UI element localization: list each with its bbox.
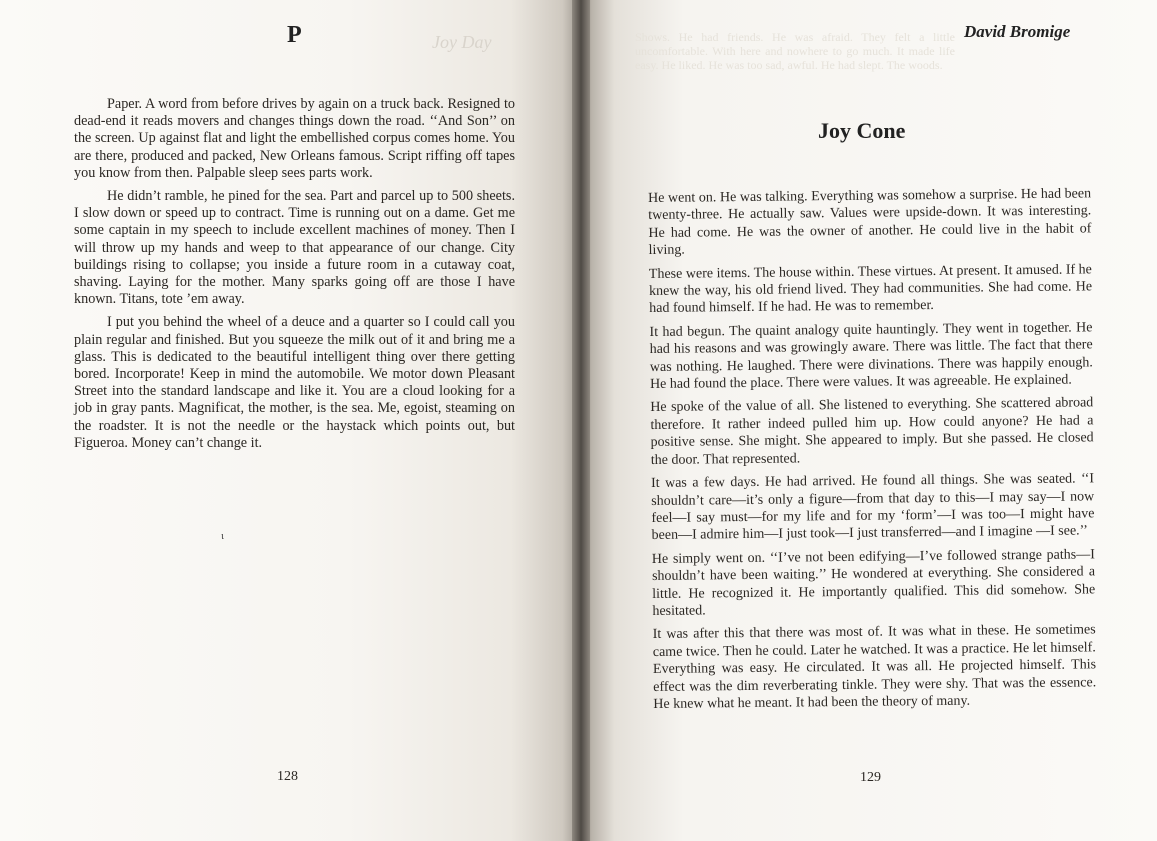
poem-title: Joy Cone	[818, 118, 906, 143]
left-paragraph-1: Paper. A word from before drives by again on a truck back. Resigned to dead-end it reads movers and changes things down the road. ‘‘And Son’’ on the screen. Up against flat and light the embellished corpus comes home. You are there, produced and packed, New Orleans famous. Script riffing off tapes you know from then. Palpable sleep sees parts work.	[74, 96, 515, 181]
left-page-number: 128	[277, 769, 298, 784]
show-through-text: Shows. He had friends. He was afraid. They felt a little uncomfortable. With here and nowhere to go much. It made life easy. He liked. He was too sad, awful. He had slept. The woods.	[635, 30, 955, 72]
right-paragraph-5: It was a few days. He had arrived. He found all things. She was seated. ‘‘I shouldn’t care—it’s only a figure—from that day to this—I may say—I now feel—I say must—for my life and for my ‘form’—I was too—I might have been—I admire him—I just took—I just transferred—and I imagine —I see.’’	[650, 471, 1095, 544]
left-paragraph-3: I put you behind the wheel of a deuce and a quarter so I could call you plain regular and finished. But you squeeze the milk out of it and bring me a glass. This is dedicated to the beautiful intelligent thing over there getting bored. Incorporate! Keep in mind the automobile. We motor down Pleasant Street into the standard landscape and like it. You are a cloud looking for a job in gray pants. Magnificat, the mother, is the sea. Me, egoist, steaming on the roadster. It is not the needle or the haystack which points out, but Figueroa. Money can’t change it.	[74, 314, 515, 451]
left-paragraph-2: He didn’t ramble, he pined for the sea. Part and parcel up to 500 sheets. I slow down or speed up to contract. Time is running out on a dame. Get me some captain in my speech to include excellent machines of money. Then I will throw up my hands and weep to that appearance of our change. City buildings rising to collapse; you inside a future room in a cutaway coat, shaving. Laying for the mother. Many sparks going off are those I have known. Titans, tote ’em away.	[74, 188, 515, 308]
left-page-body	[74, 96, 515, 458]
stray-mark: ι	[221, 530, 224, 542]
book-gutter	[572, 0, 590, 841]
right-paragraph-4: He spoke of the value of all. She listened to everything. She scattered abroad therefore. It rather indeed pulled him up. How could anyone? He had a positive sense. She might. She appeared to imply. But she passed. He closed the door. That represented.	[650, 395, 1094, 468]
right-page-number: 129	[860, 770, 881, 785]
right-page-body	[648, 185, 1097, 719]
right-paragraph-2: These were items. The house within. These virtues. At present. It amused. If he knew the way, his old friend lived. They had communities. She had come. He had found himself. If he had. He was to remember.	[648, 261, 1093, 317]
left-page-header: P	[287, 22, 302, 48]
show-through-header: Joy Day	[432, 32, 492, 52]
right-paragraph-1: He went on. He was talking. Everything was somehow a surprise. He had been twenty-three. He actually saw. Values were upside-down. It was interesting. He had come. He was the owner of another. He could live in the habit of living.	[648, 186, 1092, 259]
right-page-header: David Bromige	[964, 22, 1071, 41]
right-paragraph-3: It had begun. The quaint analogy quite hauntingly. They went in together. He had his reasons and was growingly aware. There was little. The fact that there was nothing. He laughed. There were divinations. There was happily enough. He had found the place. There were values. It was agreeable. He explained.	[649, 320, 1093, 393]
right-paragraph-7: It was after this that there was most of. It was what in these. He sometimes came twice. Then he could. Later he watched. It was a practice. He let himself. Everything was easy. He circulated. It was all. He projected himself. This effect was the dim reverberating tinkle. They were shy. That was the essence. He knew what he meant. It had been the theory of many.	[652, 622, 1097, 712]
right-paragraph-6: He simply went on. ‘‘I’ve not been edifying—I’ve followed strange paths—I shouldn’t have been waiting.’’ He wondered at everything. She considered a little. He recognized it. He importantly qualified. This did somehow. She hesitated.	[651, 547, 1096, 619]
